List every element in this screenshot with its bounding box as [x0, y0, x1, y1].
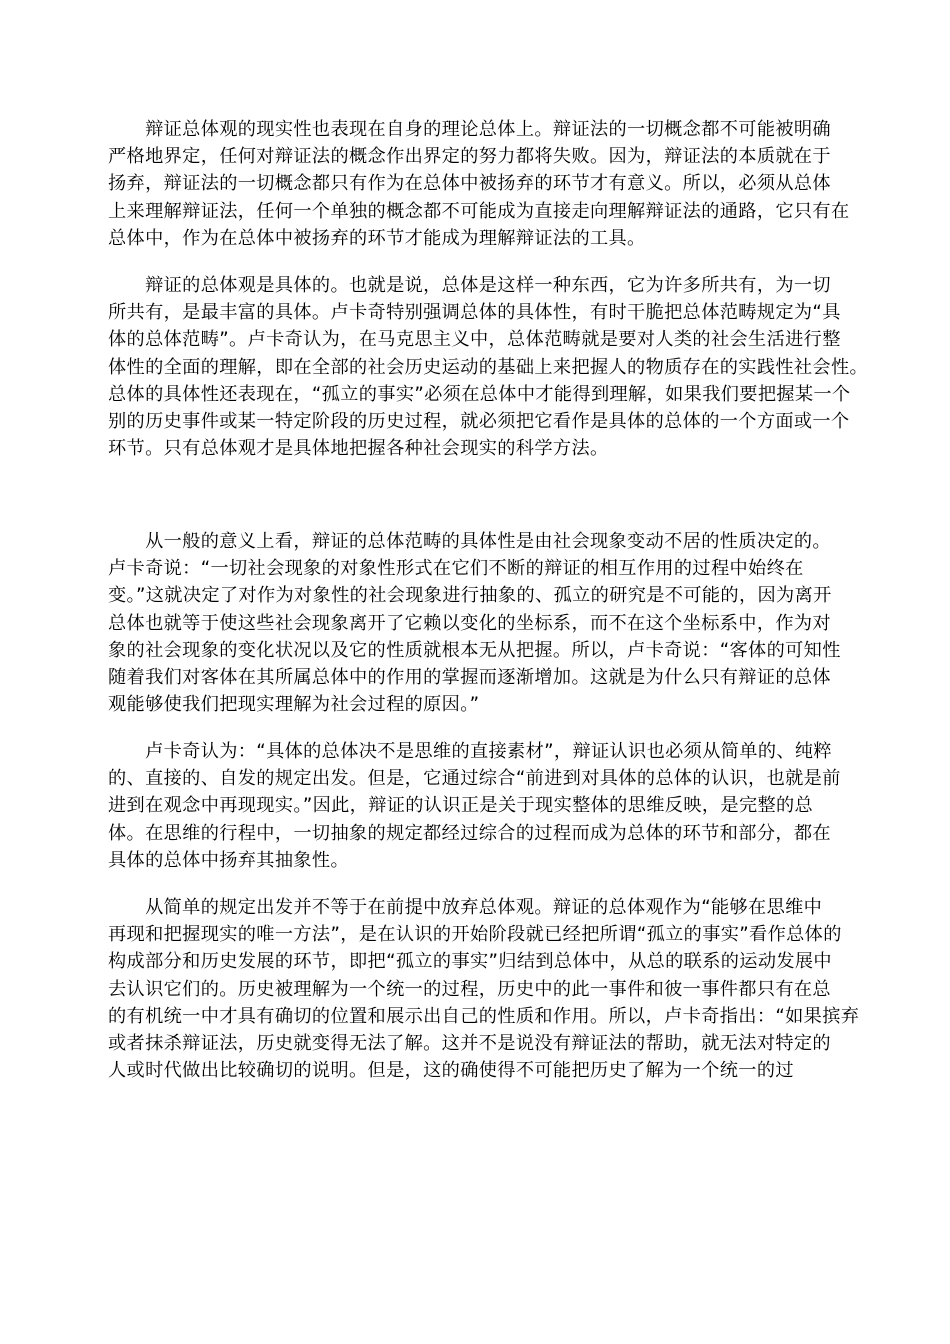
paragraph-4 [108, 738, 848, 874]
paragraph-line: 总体也就等于使这些社会现象离开了它赖以变化的坐标系，而不在这个坐标系中，作为对 [108, 612, 831, 634]
paragraph-line: 体性的全面的理解，即在全部的社会历史运动的基础上来把握人的物质存在的实践性社会性。 [108, 356, 869, 378]
paragraph-line: 体。在思维的行程中，一切抽象的规定都经过综合的过程而成为总体的环节和部分，都在 [108, 822, 831, 844]
paragraph-line: 或者抹杀辩证法，历史就变得无法了解。这并不是说没有辩证法的帮助，就无法对特定的 [108, 1032, 831, 1054]
paragraph-line: 所共有，是最丰富的具体。卢卡奇特别强调总体的具体性，有时干脆把总体范畴规定为“具 [108, 302, 841, 324]
paragraph-line: 别的历史事件或某一特定阶段的历史过程，就必须把它看作是具体的总体的一个方面或一个 [108, 410, 850, 432]
paragraph-line: 扬弃，辩证法的一切概念都只有作为在总体中被扬弃的环节才有意义。所以，必须从总体 [108, 173, 831, 195]
paragraph-line: 环节。只有总体观才是具体地把握各种社会现实的科学方法。 [108, 438, 609, 460]
paragraph-3 [108, 528, 848, 718]
paragraph-line: 严格地界定，任何对辩证法的概念作出界定的努力都将失败。因为，辩证法的本质就在于 [108, 146, 831, 168]
paragraph-line: 从简单的规定出发并不等于在前提中放弃总体观。辩证的总体观作为“能够在思维中 [108, 897, 823, 918]
paragraph-line: 构成部分和历史发展的环节，即把“孤立的事实”归结到总体中，从总的联系的运动发展中 [108, 951, 832, 973]
paragraph-line: 的、直接的、自发的规定出发。但是，它通过综合“前进到对具体的总体的认识，也就是前 [108, 768, 841, 790]
paragraph-line: 卢卡奇说：“一切社会现象的对象性形式在它们不断的辩证的相互作用的过程中始终在 [108, 558, 804, 580]
paragraph-line: 卢卡奇认为：“具体的总体决不是思维的直接素材”，辩证认识也必须从简单的、纯粹 [108, 741, 832, 762]
paragraph-line: 总体中，作为在总体中被扬弃的环节才能成为理解辩证法的工具。 [108, 227, 646, 249]
paragraph-line: 总体的具体性还表现在，“孤立的事实”必须在总体中才能得到理解，如果我们要把握某一个 [108, 383, 851, 405]
paragraph-1 [108, 116, 848, 252]
paragraph-line: 从一般的意义上看，辩证的总体范畴的具体性是由社会现象变动不居的性质决定的。 [108, 531, 831, 552]
paragraph-line: 变。”这就决定了对作为对象性的社会现象进行抽象的、孤立的研究是不可能的，因为离开 [108, 585, 832, 607]
paragraph-line: 再现和把握现实的唯一方法”，是在认识的开始阶段就已经把所谓“孤立的事实”看作总体的 [108, 924, 842, 946]
paragraph-2 [108, 272, 869, 462]
paragraph-line: 人或时代做出比较确切的说明。但是，这的确使得不可能把历史了解为一个统一的过 [108, 1060, 794, 1082]
paragraph-line: 进到在观念中再现现实。”因此，辩证的认识正是关于现实整体的思维反映，是完整的总 [108, 795, 814, 817]
paragraph-line: 辩证的总体观是具体的。也就是说，总体是这样一种东西，它为许多所共有，为一切 [108, 275, 831, 296]
paragraph-line: 上来理解辩证法，任何一个单独的概念都不可能成为直接走向理解辩证法的通路，它只有在 [108, 200, 850, 222]
paragraph-line: 辩证总体观的现实性也表现在自身的理论总体上。辩证法的一切概念都不可能被明确 [108, 119, 831, 140]
paragraph-line: 具体的总体中扬弃其抽象性。 [108, 849, 349, 871]
paragraph-line: 观能够使我们把现实理解为社会过程的原因。” [108, 694, 480, 716]
paragraph-line: 随着我们对客体在其所属总体中的作用的掌握而逐渐增加。这就是为什么只有辩证的总体 [108, 666, 831, 688]
paragraph-5 [108, 894, 860, 1084]
paragraph-line: 体的总体范畴”。卢卡奇认为，在马克思主义中，总体范畴就是要对人类的社会生活进行整 [108, 329, 841, 351]
paragraph-line: 的有机统一中才具有确切的位置和展示出自己的性质和作用。所以，卢卡奇指出：“如果摈弃 [108, 1005, 860, 1027]
paragraph-line: 去认识它们的。历史被理解为一个统一的过程，历史中的此一事件和彼一事件都只有在总 [108, 978, 831, 1000]
paragraph-line: 象的社会现象的变化状况以及它的性质就根本无从把握。所以，卢卡奇说：“客体的可知性 [108, 639, 841, 661]
